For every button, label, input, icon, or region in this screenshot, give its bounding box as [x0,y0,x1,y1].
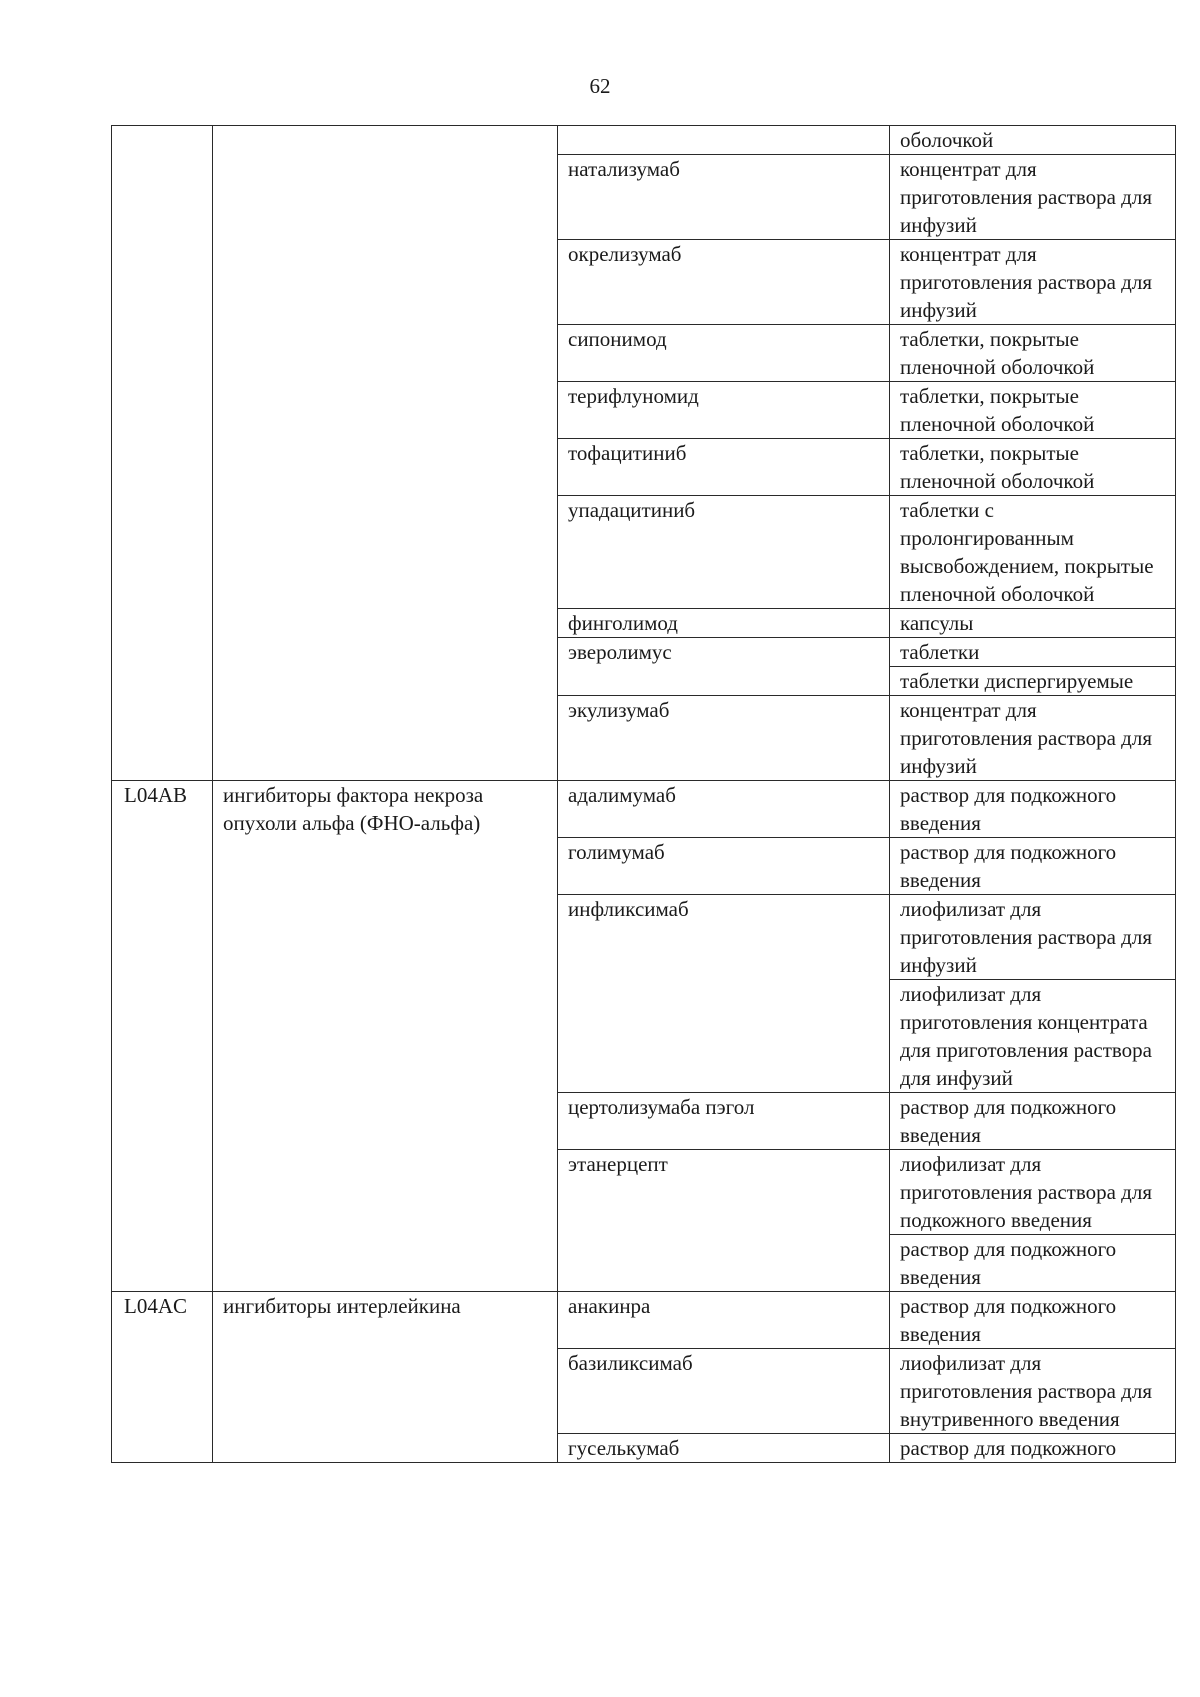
dosage-form-cell: концентрат для приготовления раствора для инфузий [890,155,1176,240]
dosage-form-cell: таблетки диспергируемые [890,667,1176,696]
group-description-cell: ингибиторы интерлейкина [213,1292,558,1463]
dosage-form-cell: оболочкой [890,126,1176,155]
drug-table [111,125,1176,1463]
table-row [112,1292,1176,1349]
drug-name-cell: базиликсимаб [558,1349,890,1434]
dosage-form-cell: таблетки [890,638,1176,667]
dosage-form-cell: лиофилизат для приготовления раствора для подкожного введения [890,1150,1176,1235]
drug-name-cell: голимумаб [558,838,890,895]
atc-code-cell: L04AB [112,781,213,1292]
page-number: 62 [589,74,611,98]
drug-name-cell: анакинра [558,1292,890,1349]
dosage-form-cell: таблетки, покрытые пленочной оболочкой [890,439,1176,496]
dosage-form-cell: раствор для подкожного введения [890,838,1176,895]
dosage-form-cell: раствор для подкожного введения [890,1093,1176,1150]
dosage-form-cell: лиофилизат для приготовления раствора для инфузий [890,895,1176,980]
drug-name-cell: цертолизумаба пэгол [558,1093,890,1150]
atc-code-cell: L04AC [112,1292,213,1463]
dosage-form-cell: концентрат для приготовления раствора для инфузий [890,696,1176,781]
drug-table-body [112,126,1176,1463]
dosage-form-cell: концентрат для приготовления раствора для инфузий [890,240,1176,325]
dosage-form-cell: раствор для подкожного [890,1434,1176,1463]
drug-name-cell: финголимод [558,609,890,638]
drug-name-cell: сипонимод [558,325,890,382]
atc-code-cell [112,126,213,781]
drug-name-cell: этанерцепт [558,1150,890,1292]
drug-name-cell: инфликсимаб [558,895,890,1093]
drug-name-cell [558,126,890,155]
drug-name-cell: тофацитиниб [558,439,890,496]
dosage-form-cell: таблетки, покрытые пленочной оболочкой [890,325,1176,382]
dosage-form-cell: капсулы [890,609,1176,638]
dosage-form-cell: таблетки с пролонгированным высвобождением, покрытые пленочной оболочкой [890,496,1176,609]
drug-name-cell: адалимумаб [558,781,890,838]
drug-name-cell: натализумаб [558,155,890,240]
drug-name-cell: гуселькумаб [558,1434,890,1463]
drug-name-cell: окрелизумаб [558,240,890,325]
dosage-form-cell: лиофилизат для приготовления раствора для внутривенного введения [890,1349,1176,1434]
group-description-cell [213,126,558,781]
drug-name-cell: эверолимус [558,638,890,696]
dosage-form-cell: лиофилизат для приготовления концентрата для приготовления раствора для инфузий [890,980,1176,1093]
group-description-cell: ингибиторы фактора некроза опухоли альфа (ФНО-альфа) [213,781,558,1292]
table-row [112,126,1176,155]
drug-name-cell: терифлуномид [558,382,890,439]
dosage-form-cell: раствор для подкожного введения [890,781,1176,838]
drug-name-cell: упадацитиниб [558,496,890,609]
dosage-form-cell: таблетки, покрытые пленочной оболочкой [890,382,1176,439]
table-row [112,781,1176,838]
dosage-form-cell: раствор для подкожного введения [890,1235,1176,1292]
dosage-form-cell: раствор для подкожного введения [890,1292,1176,1349]
drug-name-cell: экулизумаб [558,696,890,781]
